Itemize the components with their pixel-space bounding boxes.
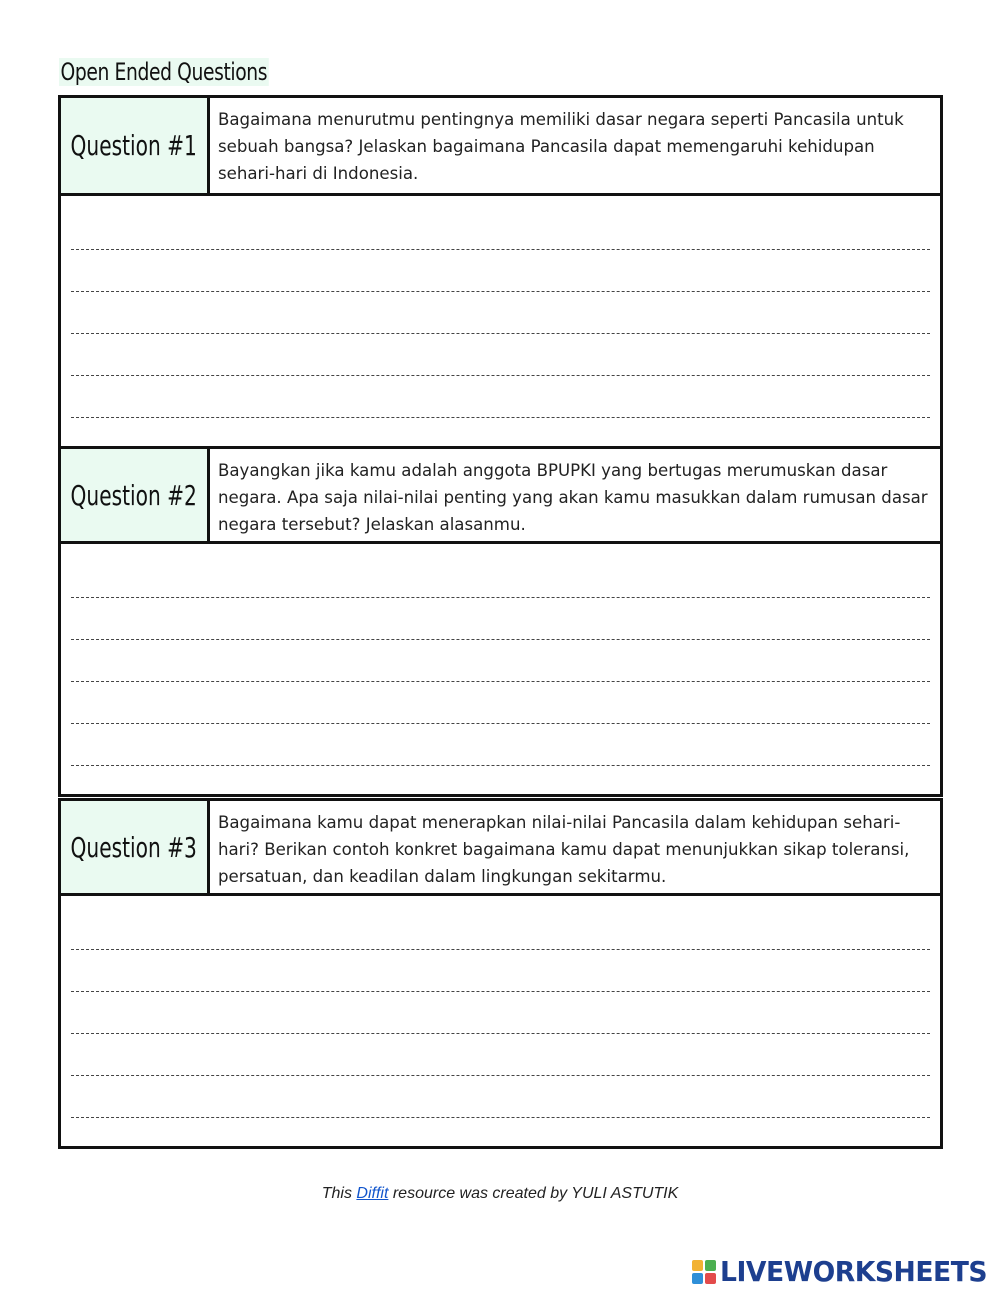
question-label: Question #3 [70,830,198,864]
question-text: Bayangkan jika kamu adalah anggota BPUPKI yang bertugas merumuskan dasar negara. Apa saja nilai-nilai penting yang akan kamu masukkan dalam rumusan dasar negara tersebut? Jelaskan alasanmu. [218,461,928,534]
footer-prefix: This [321,1185,357,1202]
question-row [61,798,940,896]
answer-line[interactable] [71,723,930,724]
answer-line[interactable] [71,949,930,950]
answer-line[interactable] [71,333,930,334]
answer-line[interactable] [71,1033,930,1034]
worksheet-heading: Open Ended Questions [60,58,268,86]
question-label-cell [61,98,210,193]
liveworksheets-brand[interactable] [692,1255,1000,1288]
question-text: Bagaimana kamu dapat menerapkan nilai-nilai Pancasila dalam kehidupan sehari-hari? Berikan contoh konkret bagaimana kamu dapat menunjukkan sikap toleransi, persatuan, dan keadilan dalam lingkungan sekitarmu. [218,813,910,886]
answer-line[interactable] [71,1117,930,1118]
answer-area-2[interactable] [61,544,940,794]
answer-line[interactable] [71,991,930,992]
question-row [61,98,940,196]
question-label-cell [61,449,210,541]
question-label: Question #1 [70,129,198,162]
logo-square [705,1260,716,1271]
logo-square [705,1273,716,1284]
logo-square [692,1273,703,1284]
diffit-link[interactable]: Diffit [356,1185,389,1202]
answer-line[interactable] [71,375,930,376]
answer-line[interactable] [71,1075,930,1076]
answer-line[interactable] [71,597,930,598]
answer-line[interactable] [71,765,930,766]
footer-suffix: resource was created by YULI ASTUTIK [388,1185,679,1202]
question-text: Bagaimana menurutmu pentingnya memiliki dasar negara seperti Pancasila untuk sebuah bangsa? Jelaskan bagaimana Pancasila dapat memengaruhi kehidupan sehari-hari di Indonesia. [218,110,904,183]
liveworksheets-logo-icon [692,1260,716,1284]
answer-line[interactable] [71,681,930,682]
answer-line[interactable] [71,639,930,640]
footer-credit [0,1185,1000,1203]
question-block-2 [58,446,943,797]
question-row [61,446,940,544]
answer-line[interactable] [71,249,930,250]
logo-square [692,1260,703,1271]
answer-area-3[interactable] [61,896,940,1146]
answer-area-1[interactable] [61,196,940,446]
question-label: Question #2 [70,478,198,512]
question-block-1 [58,95,943,449]
answer-line[interactable] [71,417,930,418]
question-block-3 [58,798,943,1149]
question-label-cell [61,801,210,893]
brand-name: LIVEWORKSHEETS [720,1255,988,1288]
answer-line[interactable] [71,291,930,292]
